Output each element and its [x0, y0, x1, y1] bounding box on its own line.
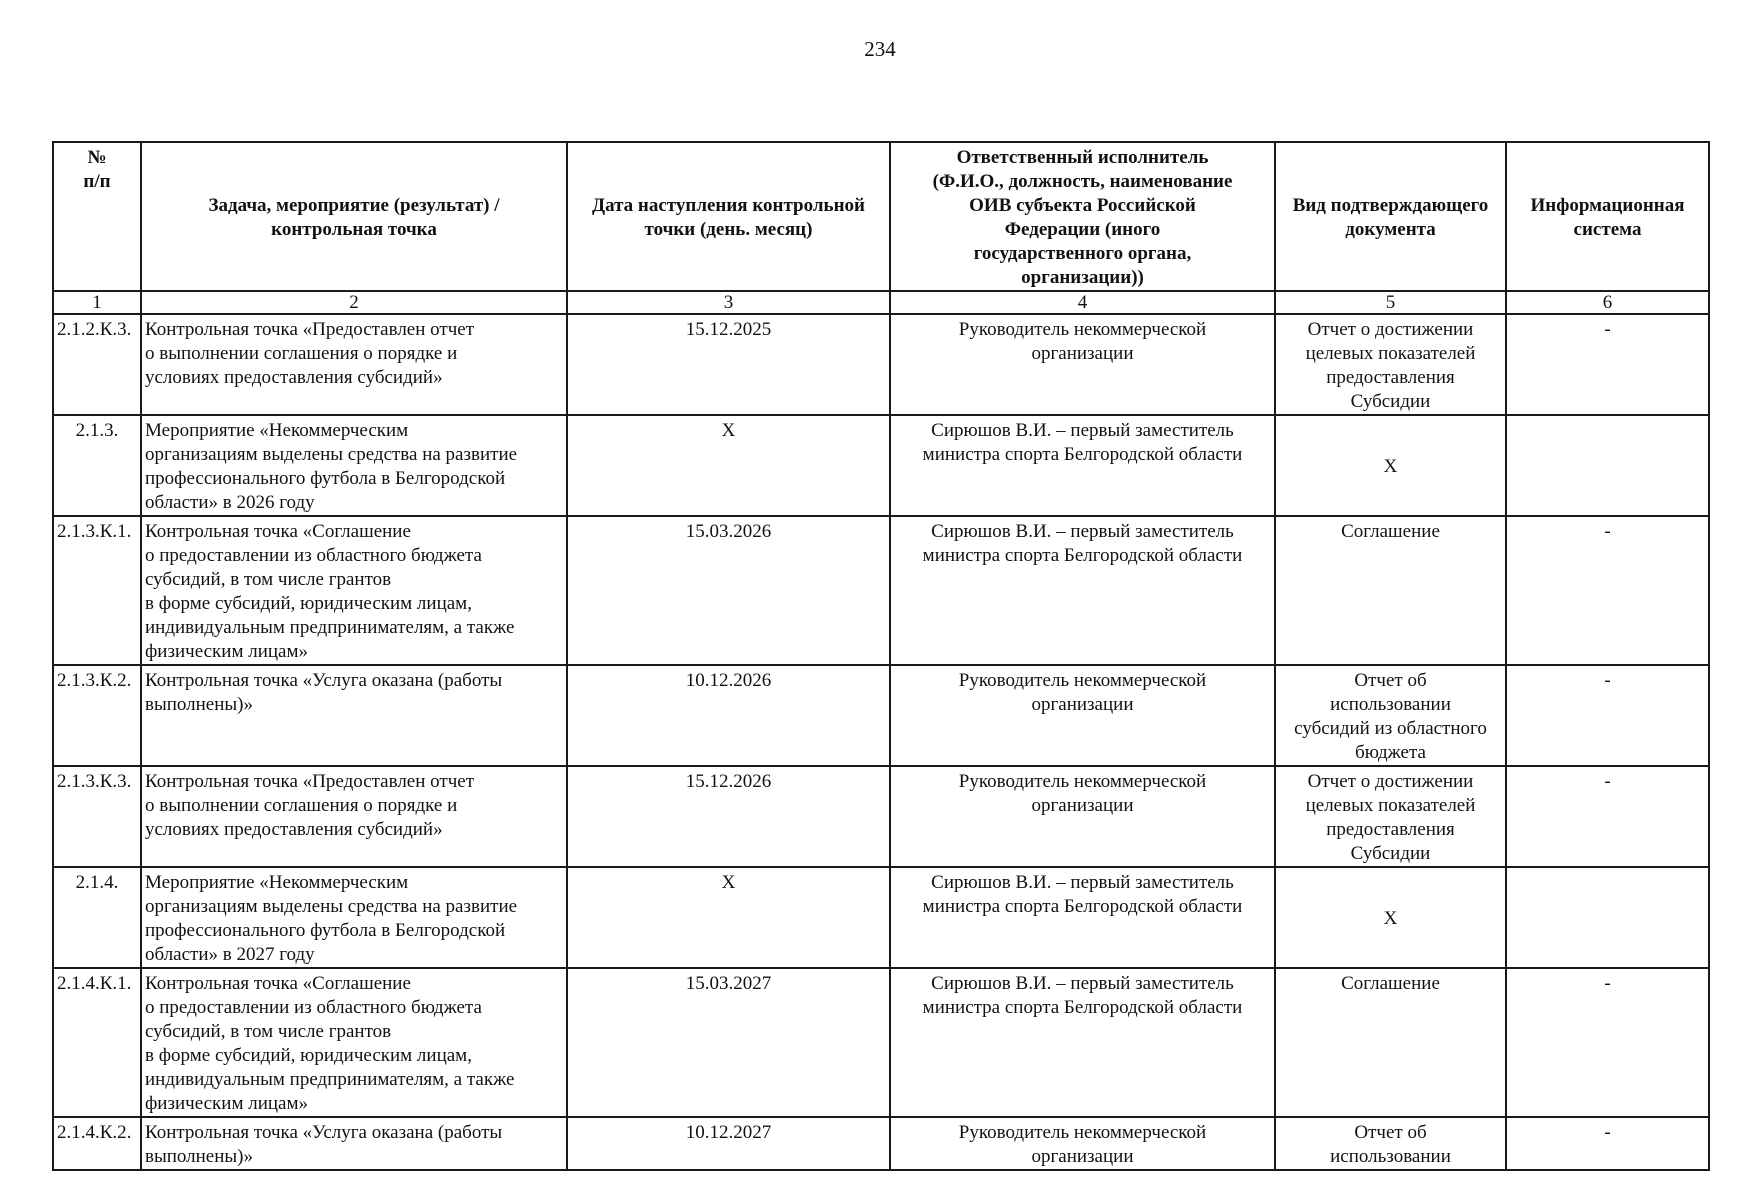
row-number: 2.1.4.К.2. — [53, 1117, 141, 1170]
row-date: Х — [567, 867, 890, 968]
row-number: 2.1.3.К.2. — [53, 665, 141, 766]
row-date: 10.12.2026 — [567, 665, 890, 766]
row-task: Контрольная точка «Предоставлен отчет о выполнении соглашения о порядке и условиях предоставления субсидий» — [141, 766, 567, 867]
row-system: - — [1506, 314, 1709, 415]
row-responsible: Руководитель некоммерческой организации — [890, 665, 1275, 766]
column-number: 1 — [53, 291, 141, 314]
row-responsible: Сирюшов В.И. – первый заместитель министра спорта Белгородской области — [890, 415, 1275, 516]
row-task: Мероприятие «Некоммерческим организациям выделены средства на развитие профессионального футбола в Белгородской области» в 2027 году — [141, 867, 567, 968]
row-document: Соглашение — [1275, 516, 1506, 665]
table-row — [53, 314, 1709, 415]
header-task: Задача, мероприятие (результат) / контрольная точка — [141, 142, 567, 291]
column-number: 3 — [567, 291, 890, 314]
row-responsible: Руководитель некоммерческой организации — [890, 1117, 1275, 1170]
row-number: 2.1.4.К.1. — [53, 968, 141, 1117]
row-system: - — [1506, 1117, 1709, 1170]
row-task: Контрольная точка «Соглашение о предоставлении из областного бюджета субсидий, в том числе грантов в форме субсидий, юридическим лицам, индивидуальным предпринимателям, а также физическим лицам» — [141, 516, 567, 665]
row-document: Х — [1275, 867, 1506, 968]
header-num: № п/п — [53, 142, 141, 291]
row-system — [1506, 415, 1709, 516]
header-system: Информационная система — [1506, 142, 1709, 291]
row-task: Контрольная точка «Услуга оказана (работы выполнены)» — [141, 665, 567, 766]
row-date: 10.12.2027 — [567, 1117, 890, 1170]
row-task: Мероприятие «Некоммерческим организациям выделены средства на развитие профессионального футбола в Белгородской области» в 2026 году — [141, 415, 567, 516]
row-document: Отчет об использовании субсидий из областного бюджета — [1275, 665, 1506, 766]
header-doc: Вид подтверждающего документа — [1275, 142, 1506, 291]
column-number: 6 — [1506, 291, 1709, 314]
control-points-table — [52, 141, 1710, 1171]
row-system — [1506, 867, 1709, 968]
row-number: 2.1.3. — [53, 415, 141, 516]
row-responsible: Сирюшов В.И. – первый заместитель министра спорта Белгородской области — [890, 516, 1275, 665]
row-number: 2.1.3.К.3. — [53, 766, 141, 867]
row-responsible: Руководитель некоммерческой организации — [890, 766, 1275, 867]
column-number: 5 — [1275, 291, 1506, 314]
row-responsible: Руководитель некоммерческой организации — [890, 314, 1275, 415]
table-row — [53, 867, 1709, 968]
row-system: - — [1506, 766, 1709, 867]
table-row — [53, 516, 1709, 665]
table-header-row — [53, 142, 1709, 291]
row-task: Контрольная точка «Соглашение о предоставлении из областного бюджета субсидий, в том числе грантов в форме субсидий, юридическим лицам, индивидуальным предпринимателям, а также физическим лицам» — [141, 968, 567, 1117]
column-number: 2 — [141, 291, 567, 314]
column-number: 4 — [890, 291, 1275, 314]
row-system: - — [1506, 968, 1709, 1117]
row-date: 15.12.2025 — [567, 314, 890, 415]
row-system: - — [1506, 516, 1709, 665]
header-date: Дата наступления контрольной точки (день. месяц) — [567, 142, 890, 291]
header-responsible: Ответственный исполнитель (Ф.И.О., должность, наименование ОИВ субъекта Российской Федерации (иного государственного органа, организации)) — [890, 142, 1275, 291]
table-row — [53, 766, 1709, 867]
table-row — [53, 415, 1709, 516]
row-date: 15.03.2026 — [567, 516, 890, 665]
table-row — [53, 968, 1709, 1117]
table-row — [53, 665, 1709, 766]
column-number-row — [53, 291, 1709, 314]
row-document: Отчет об использовании — [1275, 1117, 1506, 1170]
row-number: 2.1.4. — [53, 867, 141, 968]
row-date: Х — [567, 415, 890, 516]
row-responsible: Сирюшов В.И. – первый заместитель министра спорта Белгородской области — [890, 968, 1275, 1117]
row-document: Отчет о достижении целевых показателей предоставления Субсидии — [1275, 314, 1506, 415]
row-system: - — [1506, 665, 1709, 766]
row-responsible: Сирюшов В.И. – первый заместитель министра спорта Белгородской области — [890, 867, 1275, 968]
row-document: Соглашение — [1275, 968, 1506, 1117]
row-task: Контрольная точка «Предоставлен отчет о выполнении соглашения о порядке и условиях предоставления субсидий» — [141, 314, 567, 415]
table-row — [53, 1117, 1709, 1170]
row-date: 15.03.2027 — [567, 968, 890, 1117]
row-date: 15.12.2026 — [567, 766, 890, 867]
row-number: 2.1.3.К.1. — [53, 516, 141, 665]
row-document: Х — [1275, 415, 1506, 516]
page-number: 234 — [864, 37, 896, 61]
row-task: Контрольная точка «Услуга оказана (работы выполнены)» — [141, 1117, 567, 1170]
row-document: Отчет о достижении целевых показателей предоставления Субсидии — [1275, 766, 1506, 867]
row-number: 2.1.2.К.3. — [53, 314, 141, 415]
